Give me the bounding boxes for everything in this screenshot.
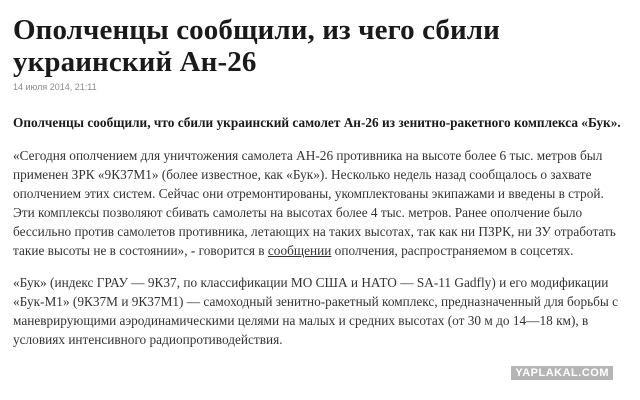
quote-dash: - — [187, 242, 199, 258]
site-watermark: YAPLAKAL.COM — [511, 366, 613, 380]
article-date: 14 июля 2014, 21:11 — [13, 82, 97, 92]
quote-text: «Сегодня ополчением для уничтожения самолета АН-26 противника на высоте более 6 тыс. метров был применен ЗРК «9К37М1» (более известное, как «Бук»). Несколько недель назад сообщалось о захвате ополчением этих систем. Сейчас они отремонтированы, укомплектованы экипажами и введены в строй. Эти комплексы позволяют сбивать самолеты на высотах более 4 тыс. метров. Ранее ополчение было бессильно против самолетов противника, летающих на таких высотах, так как ни ПЗРК, ни ЗУ отработать такие высоты не в состоянии», — [13, 147, 616, 258]
article-lead: Ополченцы сообщили, что сбили украинский самолет Ан-26 из зенитно-ракетного комплекса «Бук». — [13, 115, 621, 130]
article-title: Ополченцы сообщили, из чего сбили украинский Ан-26 — [13, 14, 500, 78]
source-link[interactable]: сообщении — [267, 242, 332, 258]
article-paragraph-buk: «Бук» (индекс ГРАУ — 9К37, по классификации МО США и НАТО — SA-11 Gadfly) и его модификации «Бук-М1» (9К37М и 9К37М1) — самоходный зенитно-ракетный комплекс, предназначенный для борьбы с маневрирующими аэродинамическими целями на малых и средних высотах (от 30 м до 14—18 км), в условиях интенсивного радиопротиводействия. — [13, 274, 619, 347]
article-quote-paragraph — [13, 146, 628, 260]
quote-after: говорится в — [198, 242, 268, 258]
quote-end: ополчения, распространяемом в соцсетях. — [331, 242, 574, 258]
